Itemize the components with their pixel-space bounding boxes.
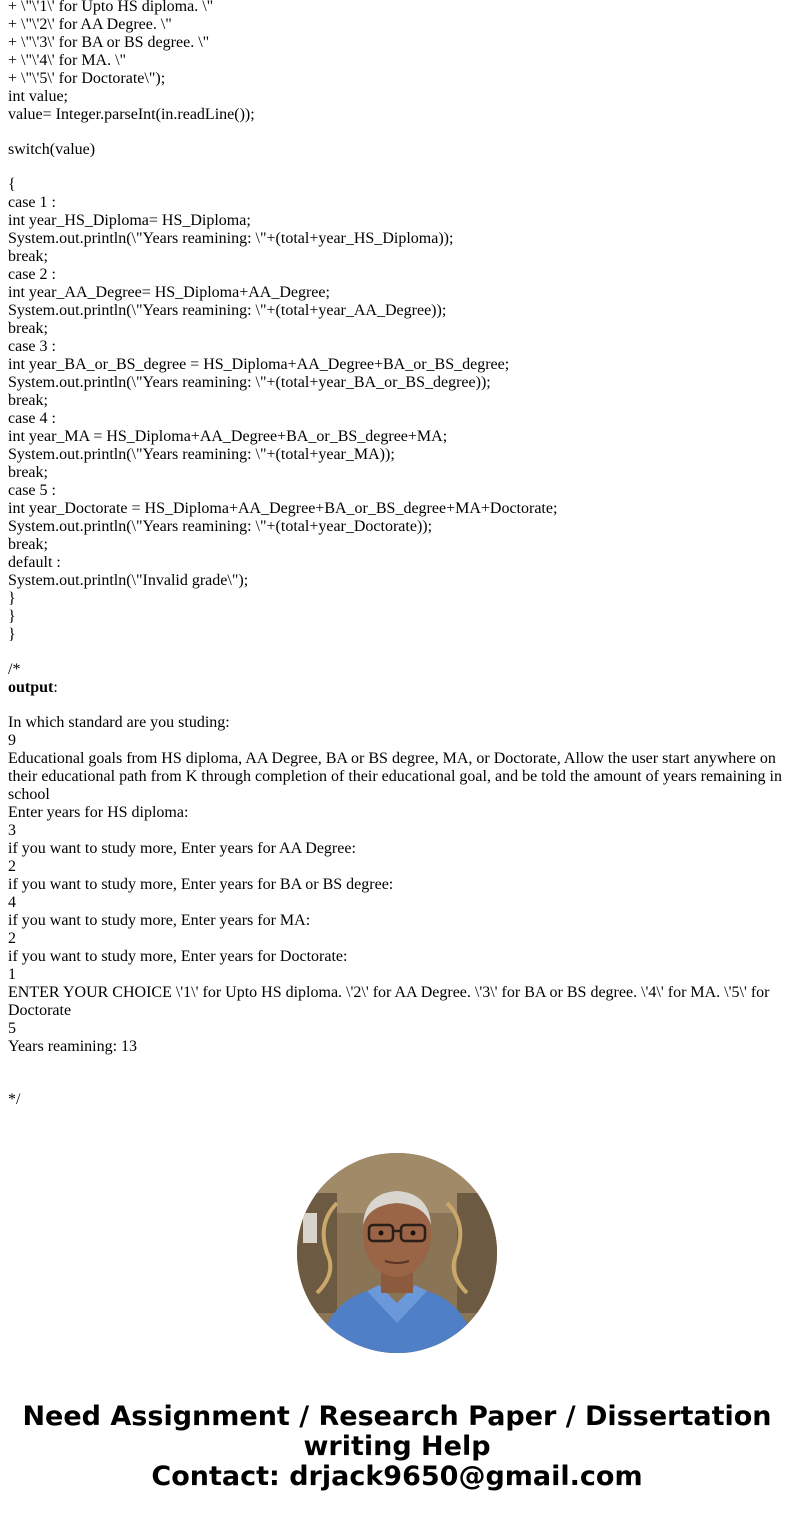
code-line: }	[8, 590, 16, 607]
program-output	[8, 714, 786, 1056]
output-colon: :	[53, 679, 58, 696]
code-line-switch: switch(value)	[8, 141, 96, 158]
code-line: }	[8, 626, 16, 643]
spacer	[8, 1073, 786, 1091]
code-line: int year_MA = HS_Diploma+AA_Degree+BA_or_BS_degree+MA;	[8, 428, 448, 445]
code-line: System.out.println(\"Years reamining: \"+(total+year_MA));	[8, 446, 395, 463]
code-line: case 2 :	[8, 266, 56, 283]
output-line: 4	[8, 894, 16, 911]
code-line: System.out.println(\"Invalid grade\");	[8, 572, 249, 589]
author-photo-icon	[297, 1153, 497, 1353]
spacer	[8, 644, 786, 661]
output-heading	[8, 679, 786, 697]
output-line: Years reamining: 13	[8, 1038, 138, 1055]
output-label: output	[8, 679, 54, 696]
code-line: }	[8, 608, 16, 625]
code-block-switch	[8, 176, 786, 644]
code-line: {	[8, 176, 16, 193]
output-line: 2	[8, 858, 16, 875]
output-line: 9	[8, 732, 16, 749]
code-line: value= Integer.parseInt(in.readLine());	[8, 106, 255, 123]
output-line: ENTER YOUR CHOICE \'1\' for Upto HS diploma. \'2\' for AA Degree. \'3\' for BA or BS degree. \'4\' for MA. \'5\' for Doctorate	[8, 984, 770, 1019]
code-line: + \"\'2\' for AA Degree. \"	[8, 16, 172, 33]
output-line: 3	[8, 822, 16, 839]
output-line: In which standard are you studing:	[8, 714, 230, 731]
output-line: Educational goals from HS diploma, AA Degree, BA or BS degree, MA, or Doctorate, Allow the user start anywhere on their educational path from K through completion of their educational goal, and be told the amount of years remaining in school	[8, 750, 782, 803]
code-line: + \"\'4\' for MA. \"	[8, 52, 127, 69]
promo-line: writing Help	[303, 1431, 491, 1462]
code-article	[8, 0, 786, 1109]
code-line: System.out.println(\"Years reamining: \"+(total+year_BA_or_BS_degree));	[8, 374, 491, 391]
code-line: + \"\'3\' for BA or BS degree. \"	[8, 34, 210, 51]
comment-open: /*	[8, 661, 21, 678]
code-line: break;	[8, 536, 48, 553]
comment-close: */	[8, 1091, 21, 1108]
output-line: 5	[8, 1020, 16, 1037]
code-line: break;	[8, 248, 48, 265]
code-line: case 5 :	[8, 482, 56, 499]
code-line: int year_AA_Degree= HS_Diploma+AA_Degree;	[8, 284, 330, 301]
code-line: System.out.println(\"Years reamining: \"+(total+year_Doctorate));	[8, 518, 433, 535]
spacer	[8, 159, 786, 176]
code-line: default :	[8, 554, 61, 571]
output-line: if you want to study more, Enter years for BA or BS degree:	[8, 876, 394, 893]
code-line: break;	[8, 320, 48, 337]
code-line: break;	[8, 392, 48, 409]
code-line: int value;	[8, 88, 68, 105]
code-line: case 3 :	[8, 338, 56, 355]
spacer	[8, 1056, 786, 1073]
output-line: 2	[8, 930, 16, 947]
code-line: int year_BA_or_BS_degree = HS_Diploma+AA_Degree+BA_or_BS_degree;	[8, 356, 510, 373]
output-line: Enter years for HS diploma:	[8, 804, 189, 821]
spacer	[8, 124, 786, 141]
code-line: int year_HS_Diploma= HS_Diploma;	[8, 212, 251, 229]
output-line: if you want to study more, Enter years for AA Degree:	[8, 840, 356, 857]
output-line: if you want to study more, Enter years for MA:	[8, 912, 311, 929]
code-line: + \"\'1\' for Upto HS diploma. \"	[8, 0, 214, 15]
code-line: case 4 :	[8, 410, 56, 427]
code-line: int year_Doctorate = HS_Diploma+AA_Degree+BA_or_BS_degree+MA+Doctorate;	[8, 500, 558, 517]
promo-contact[interactable]: Contact: drjack9650@gmail.com	[151, 1461, 643, 1492]
output-line: 1	[8, 966, 16, 983]
code-line: + \"\'5\' for Doctorate\");	[8, 70, 166, 87]
promo-line: Need Assignment / Research Paper / Dissertation	[22, 1401, 772, 1432]
author-avatar	[297, 1153, 497, 1353]
code-line: case 1 :	[8, 194, 56, 211]
code-line: System.out.println(\"Years reamining: \"+(total+year_AA_Degree));	[8, 302, 447, 319]
code-line: System.out.println(\"Years reamining: \"+(total+year_HS_Diploma));	[8, 230, 454, 247]
output-line: if you want to study more, Enter years for Doctorate:	[8, 948, 348, 965]
code-line: break;	[8, 464, 48, 481]
spacer	[8, 697, 786, 714]
code-block-top	[8, 0, 786, 124]
promo-banner	[0, 1402, 794, 1492]
